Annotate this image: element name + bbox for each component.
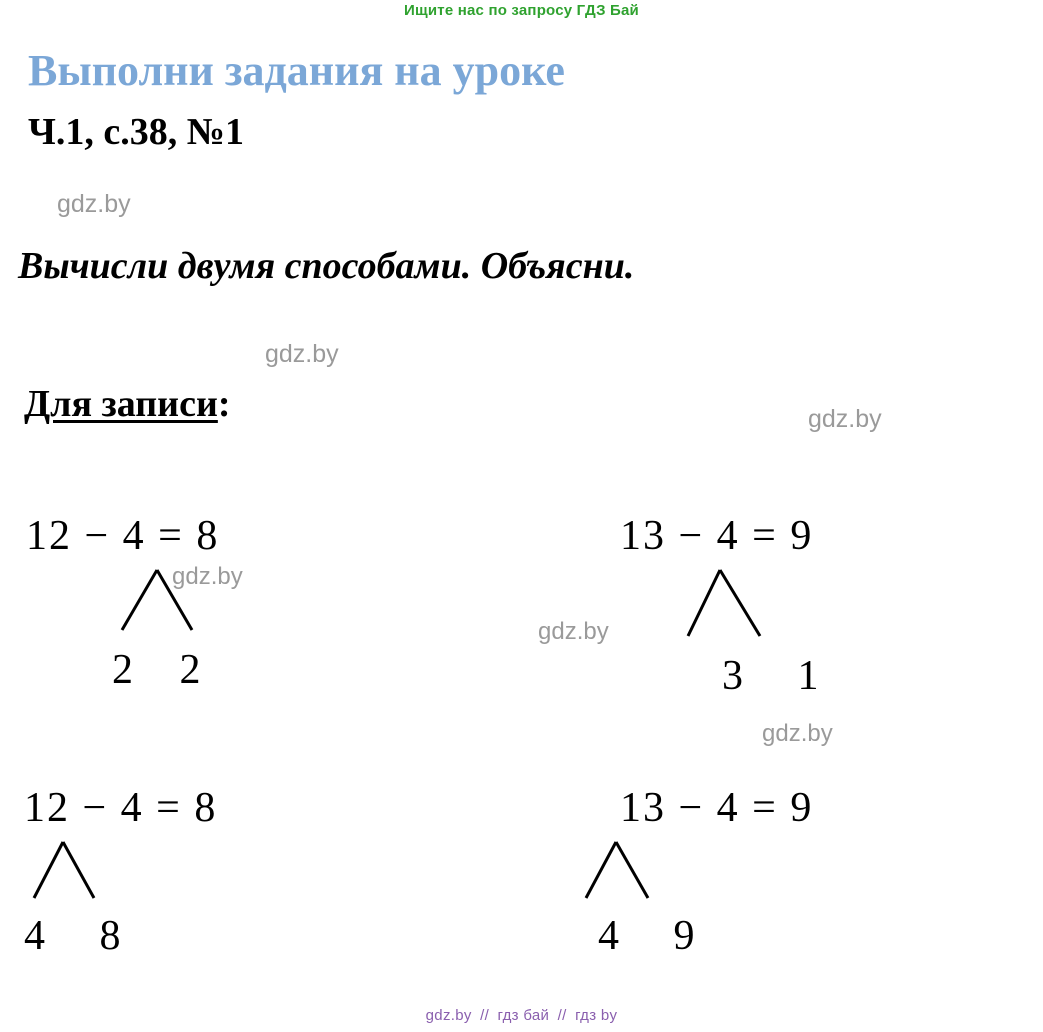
equation-b: 13 − 4 = 9 <box>620 513 814 559</box>
equation-a: 12 − 4 = 8 <box>26 513 220 559</box>
footer-item-2: гдз бай <box>497 1007 550 1024</box>
footer-separator-2: // <box>557 1007 567 1024</box>
for-record-colon: : <box>217 383 231 425</box>
page-subtitle: Ч.1, с.38, №1 <box>28 111 244 153</box>
decomposition-c: 4 8 <box>24 913 143 959</box>
watermark: gdz.by <box>265 340 339 368</box>
decomposition-b: 3 1 <box>722 653 841 699</box>
watermark: gdz.by <box>762 720 833 747</box>
footer-item-3: гдз by <box>575 1007 618 1024</box>
watermark: gdz.by <box>808 405 882 433</box>
decomposition-fork-icon <box>684 568 764 640</box>
footer-separator-1: // <box>480 1007 490 1024</box>
page-title: Выполни задания на уроке <box>28 46 565 95</box>
equation-c: 12 − 4 = 8 <box>24 785 218 831</box>
decomposition-d: 4 9 <box>598 913 717 959</box>
decomposition-fork-icon <box>582 840 654 902</box>
equation-d: 13 − 4 = 9 <box>620 785 814 831</box>
for-record-label: Для записи <box>24 383 218 425</box>
watermark: gdz.by <box>172 563 243 590</box>
decomposition-fork-icon <box>118 568 196 634</box>
decomposition-fork-icon <box>30 840 100 902</box>
footer-item-1: gdz.by <box>425 1007 472 1024</box>
task-instruction: Вычисли двумя способами. Объясни. <box>18 245 635 287</box>
for-record-heading <box>24 382 231 426</box>
watermark: gdz.by <box>538 618 609 645</box>
promo-banner: Ищите нас по запросу ГДЗ Бай <box>404 2 639 19</box>
footer <box>0 1007 1043 1024</box>
decomposition-a: 2 2 <box>112 647 219 693</box>
watermark: gdz.by <box>57 190 131 218</box>
